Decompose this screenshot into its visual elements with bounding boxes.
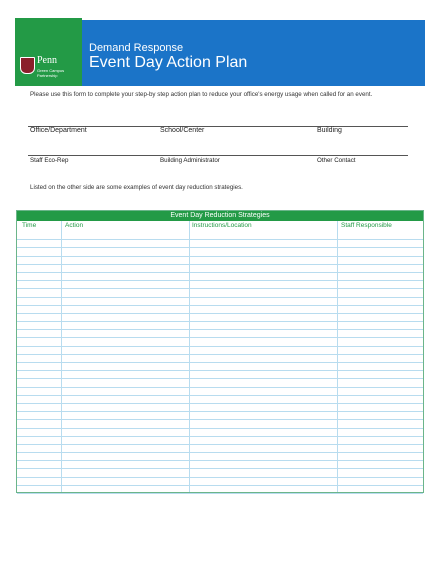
table-row[interactable] — [17, 412, 423, 420]
title-banner — [82, 18, 425, 86]
table-row[interactable] — [17, 330, 423, 338]
table-row[interactable] — [17, 322, 423, 330]
penn-logo — [15, 18, 82, 86]
table-row[interactable] — [17, 379, 423, 387]
strategies-table — [16, 210, 424, 493]
subtitle: Demand Response — [89, 42, 184, 54]
table-row[interactable] — [17, 281, 423, 289]
table-title: Event Day Reduction Strategies — [17, 211, 423, 221]
page-title: Event Day Action Plan — [89, 54, 248, 71]
col-staff: Staff Responsible — [341, 222, 392, 229]
table-row[interactable] — [17, 347, 423, 355]
table-row[interactable] — [17, 445, 423, 453]
office-label: Office/Department — [30, 127, 87, 134]
table-row[interactable] — [17, 437, 423, 445]
eco-rep-label: Staff Eco-Rep — [30, 157, 69, 164]
header — [15, 18, 425, 86]
table-row[interactable] — [17, 314, 423, 322]
table-row[interactable] — [17, 289, 423, 297]
table-row[interactable] — [17, 486, 423, 494]
table-row[interactable] — [17, 420, 423, 428]
table-row[interactable] — [17, 478, 423, 486]
instructions: Please use this form to complete your step-by step action plan to reduce your office's energy usage when called for an event. — [30, 91, 373, 98]
table-row[interactable] — [17, 371, 423, 379]
table-row[interactable] — [17, 306, 423, 314]
shield-icon — [20, 57, 35, 74]
table-row[interactable] — [17, 240, 423, 248]
col-instructions: Instructions/Location — [192, 222, 252, 229]
school-label: School/Center — [160, 127, 205, 134]
other-contact-label: Other Contact — [317, 157, 356, 164]
table-body — [17, 232, 423, 492]
table-row[interactable] — [17, 257, 423, 265]
logo-text: Penn — [37, 55, 57, 66]
table-row[interactable] — [17, 388, 423, 396]
field-line — [28, 155, 408, 156]
table-row[interactable] — [17, 355, 423, 363]
table-row[interactable] — [17, 248, 423, 256]
table-row[interactable] — [17, 396, 423, 404]
logo-subtext: Green Campus Partnership — [37, 68, 65, 78]
note-text: Listed on the other side are some examples of event day reduction strategies. — [30, 184, 243, 191]
table-row[interactable] — [17, 453, 423, 461]
table-row[interactable] — [17, 461, 423, 469]
table-row[interactable] — [17, 265, 423, 273]
admin-label: Building Administrator — [160, 157, 220, 164]
col-time: Time — [22, 222, 37, 229]
table-row[interactable] — [17, 273, 423, 281]
table-row[interactable] — [17, 363, 423, 371]
table-row[interactable] — [17, 429, 423, 437]
table-row[interactable] — [17, 404, 423, 412]
table-row[interactable] — [17, 338, 423, 346]
col-action: Action — [65, 222, 84, 229]
table-row[interactable] — [17, 298, 423, 306]
table-header — [17, 221, 423, 231]
table-row[interactable] — [17, 232, 423, 240]
building-label: Building — [317, 127, 342, 134]
table-row[interactable] — [17, 469, 423, 477]
